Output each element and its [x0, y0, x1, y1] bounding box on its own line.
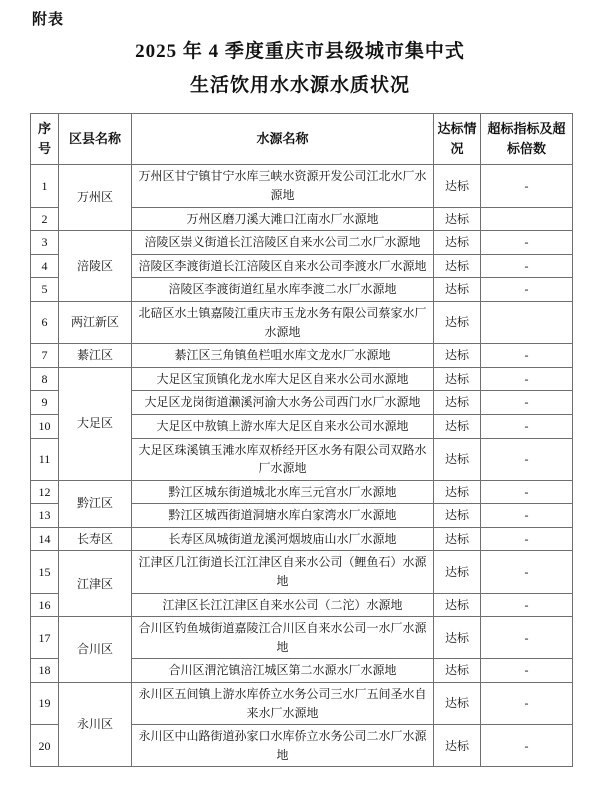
exceed-cell: -	[481, 725, 573, 767]
status-cell: 达标	[434, 593, 481, 617]
table-row	[31, 617, 573, 659]
source-cell: 万州区磨刀溪大滩口江南水厂水源地	[132, 207, 434, 231]
row-number-cell: 7	[31, 344, 59, 368]
exceed-cell	[481, 207, 573, 231]
district-cell: 江津区	[59, 551, 132, 617]
status-cell: 达标	[434, 165, 481, 207]
water-quality-table	[30, 113, 573, 767]
status-cell: 达标	[434, 725, 481, 767]
source-cell: 大足区龙岗街道濑溪河渝大水务公司西门水厂水源地	[132, 391, 434, 415]
row-number-cell: 8	[31, 367, 59, 391]
row-number-cell: 15	[31, 551, 59, 593]
exceed-cell: -	[481, 254, 573, 278]
source-cell: 江津区几江街道长江江津区自来水公司（鲤鱼石）水源地	[132, 551, 434, 593]
source-cell: 永川区中山路街道孙家口水库侨立水务公司二水厂水源地	[132, 725, 434, 767]
table-header-row	[31, 114, 573, 165]
exceed-cell: -	[481, 659, 573, 683]
exceed-cell: -	[481, 551, 573, 593]
row-number-cell: 16	[31, 593, 59, 617]
exceed-cell: -	[481, 278, 573, 302]
table-row	[31, 480, 573, 504]
exceed-cell: -	[481, 367, 573, 391]
source-cell: 涪陵区李渡街道红星水库李渡二水厂水源地	[132, 278, 434, 302]
district-cell: 长寿区	[59, 527, 132, 551]
status-cell: 达标	[434, 344, 481, 368]
source-cell: 北碚区水土镇嘉陵江重庆市玉龙水务有限公司蔡家水厂水源地	[132, 301, 434, 343]
row-number-cell: 10	[31, 414, 59, 438]
status-cell: 达标	[434, 207, 481, 231]
row-number-cell: 18	[31, 659, 59, 683]
row-number-cell: 14	[31, 527, 59, 551]
district-cell: 綦江区	[59, 344, 132, 368]
exceed-cell: -	[481, 231, 573, 255]
source-cell: 大足区宝顶镇化龙水库大足区自来水公司水源地	[132, 367, 434, 391]
header-district-name: 区县名称	[59, 114, 132, 165]
source-cell: 长寿区凤城街道龙溪河烟坡庙山水厂水源地	[132, 527, 434, 551]
district-cell: 两江新区	[59, 301, 132, 343]
exceed-cell: -	[481, 480, 573, 504]
header-serial-number: 序号	[31, 114, 59, 165]
row-number-cell: 12	[31, 480, 59, 504]
status-cell: 达标	[434, 504, 481, 528]
status-cell: 达标	[434, 254, 481, 278]
exceed-cell: -	[481, 527, 573, 551]
status-cell: 达标	[434, 480, 481, 504]
page-title	[0, 35, 600, 103]
row-number-cell: 4	[31, 254, 59, 278]
source-cell: 大足区中敖镇上游水库大足区自来水公司水源地	[132, 414, 434, 438]
source-cell: 万州区甘宁镇甘宁水库三峡水资源开发公司江北水厂水源地	[132, 165, 434, 207]
district-cell: 涪陵区	[59, 231, 132, 302]
page-title-line2: 生活饮用水水源水质状况	[189, 75, 410, 97]
source-cell: 江津区长江江津区自来水公司（二沱）水源地	[132, 593, 434, 617]
exceed-cell: -	[481, 504, 573, 528]
table-row	[31, 165, 573, 207]
row-number-cell: 17	[31, 617, 59, 659]
source-cell: 永川区五间镇上游水库侨立水务公司三水厂五间圣水自来水厂水源地	[132, 683, 434, 725]
table-row	[31, 301, 573, 343]
row-number-cell: 19	[31, 683, 59, 725]
row-number-cell: 1	[31, 165, 59, 207]
table-row	[31, 231, 573, 255]
status-cell: 达标	[434, 659, 481, 683]
exceed-cell: -	[481, 438, 573, 480]
status-cell: 达标	[434, 278, 481, 302]
district-cell: 黔江区	[59, 480, 132, 527]
status-cell: 达标	[434, 391, 481, 415]
exceed-cell: -	[481, 414, 573, 438]
exceed-cell: -	[481, 683, 573, 725]
status-cell: 达标	[434, 617, 481, 659]
status-cell: 达标	[434, 683, 481, 725]
source-cell: 大足区珠溪镇玉滩水库双桥经开区水务有限公司双路水厂水源地	[132, 438, 434, 480]
status-cell: 达标	[434, 527, 481, 551]
row-number-cell: 20	[31, 725, 59, 767]
header-exceed-indicators: 超标指标及超标倍数	[481, 114, 573, 165]
exceed-cell: -	[481, 165, 573, 207]
header-source-name: 水源名称	[132, 114, 434, 165]
exceed-cell: -	[481, 593, 573, 617]
table-row	[31, 367, 573, 391]
exceed-cell: -	[481, 617, 573, 659]
source-cell: 綦江区三角镇鱼栏咀水库文龙水厂水源地	[132, 344, 434, 368]
row-number-cell: 13	[31, 504, 59, 528]
row-number-cell: 2	[31, 207, 59, 231]
page-title-line1: 2025 年 4 季度重庆市县级城市集中式	[135, 41, 465, 62]
table-row	[31, 551, 573, 593]
district-cell: 合川区	[59, 617, 132, 683]
exceed-cell: -	[481, 344, 573, 368]
source-cell: 合川区钓鱼城街道嘉陵江合川区自来水公司一水厂水源地	[132, 617, 434, 659]
status-cell: 达标	[434, 414, 481, 438]
status-cell: 达标	[434, 231, 481, 255]
source-cell: 黔江区城西街道洞塘水库白家湾水厂水源地	[132, 504, 434, 528]
source-cell: 涪陵区李渡街道长江涪陵区自来水公司李渡水厂水源地	[132, 254, 434, 278]
source-cell: 黔江区城东街道城北水库三元宫水厂水源地	[132, 480, 434, 504]
header-compliance-status: 达标情况	[434, 114, 481, 165]
status-cell: 达标	[434, 301, 481, 343]
table-row	[31, 344, 573, 368]
row-number-cell: 5	[31, 278, 59, 302]
status-cell: 达标	[434, 367, 481, 391]
source-cell: 合川区渭沱镇涪江城区第二水源水厂水源地	[132, 659, 434, 683]
source-cell: 涪陵区崇义街道长江涪陵区自来水公司二水厂水源地	[132, 231, 434, 255]
table-row	[31, 527, 573, 551]
table-row	[31, 683, 573, 725]
exceed-cell	[481, 301, 573, 343]
district-cell: 大足区	[59, 367, 132, 480]
attachment-tag: 附表	[32, 12, 65, 28]
row-number-cell: 11	[31, 438, 59, 480]
status-cell: 达标	[434, 438, 481, 480]
row-number-cell: 3	[31, 231, 59, 255]
row-number-cell: 6	[31, 301, 59, 343]
status-cell: 达标	[434, 551, 481, 593]
exceed-cell: -	[481, 391, 573, 415]
district-cell: 万州区	[59, 165, 132, 231]
district-cell: 永川区	[59, 683, 132, 767]
row-number-cell: 9	[31, 391, 59, 415]
